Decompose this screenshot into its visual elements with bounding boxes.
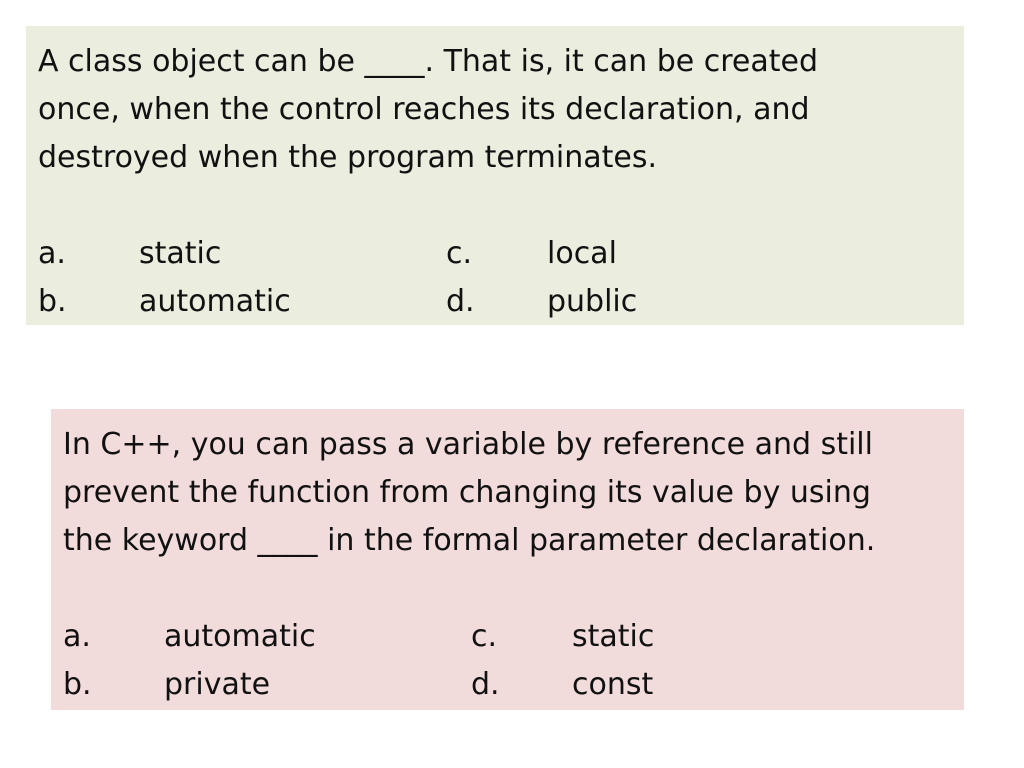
option-text: public xyxy=(547,284,638,319)
options-row xyxy=(63,613,952,661)
option-text: static xyxy=(139,236,222,271)
option-text: local xyxy=(547,236,617,271)
option-text: automatic xyxy=(164,619,316,654)
question-line: the keyword ____ in the formal parameter declaration. xyxy=(63,523,876,558)
option-letter: d. xyxy=(471,667,500,702)
option-text: const xyxy=(572,667,654,702)
option-letter: a. xyxy=(38,236,66,271)
question-line: destroyed when the program terminates. xyxy=(38,140,657,175)
options-row xyxy=(38,230,952,278)
option-letter: b. xyxy=(38,284,67,319)
question-line: once, when the control reaches its declaration, and xyxy=(38,92,810,127)
option-letter: b. xyxy=(63,667,92,702)
question-card-1 xyxy=(26,26,964,325)
option-text: static xyxy=(572,619,655,654)
option-text: automatic xyxy=(139,284,291,319)
question-text xyxy=(63,421,952,565)
question-line: A class object can be ____. That is, it can be created xyxy=(38,44,819,79)
options-row xyxy=(63,661,952,709)
question-line: In C++, you can pass a variable by reference and still xyxy=(63,427,873,462)
option-letter: c. xyxy=(471,619,498,654)
question-line: prevent the function from changing its value by using xyxy=(63,475,871,510)
answer-options xyxy=(63,613,952,709)
question-text xyxy=(38,38,952,182)
option-letter: a. xyxy=(63,619,91,654)
option-letter: d. xyxy=(446,284,475,319)
options-row xyxy=(38,278,952,326)
option-letter: c. xyxy=(446,236,473,271)
answer-options xyxy=(38,230,952,326)
question-card-2 xyxy=(51,409,964,710)
option-text: private xyxy=(164,667,271,702)
